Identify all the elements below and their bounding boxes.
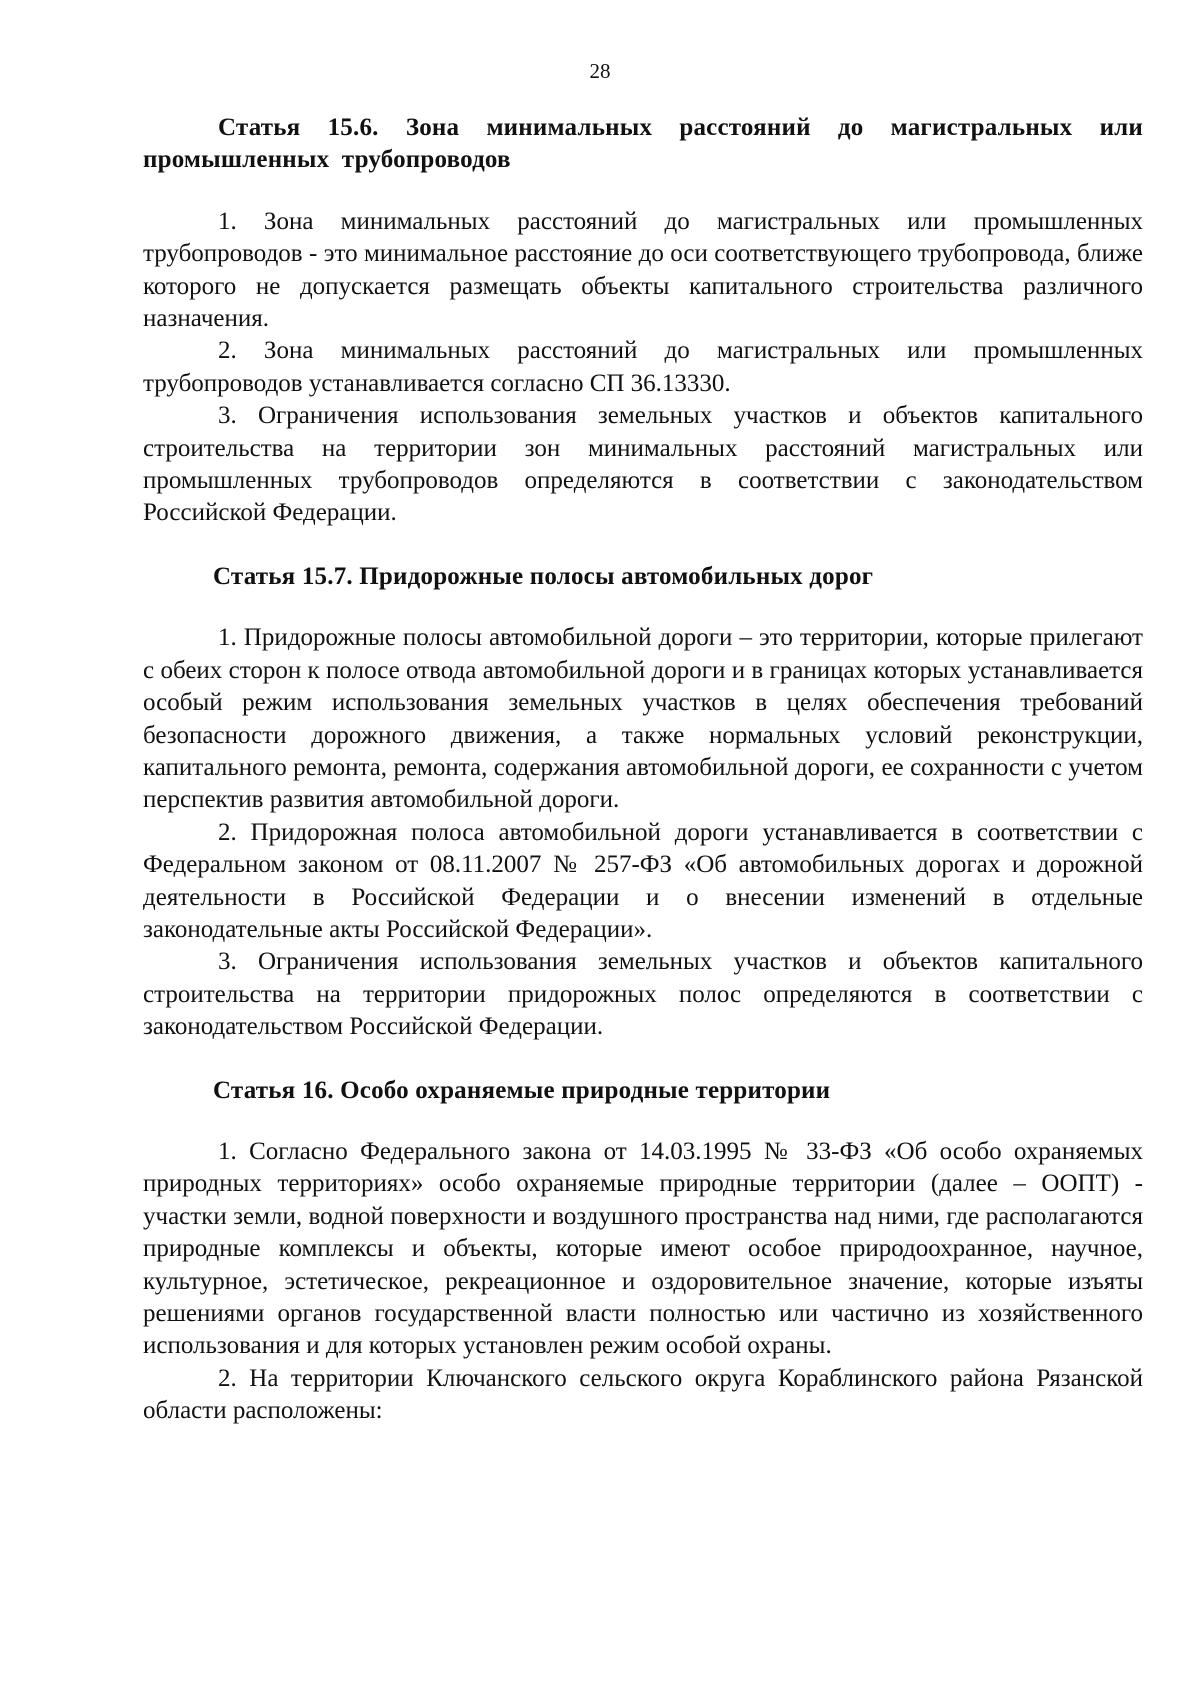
spacer — [143, 177, 1143, 206]
paragraph: 1. Зона минимальных расстояний до магистральных или промышленных трубопроводов - это минимальное расстояние до оси соответствующего трубопровода, ближе которого не допускается размещать объекты капитального строительства различного назначения. — [143, 207, 1143, 333]
spacer — [143, 593, 1143, 622]
paragraph: 2. На территории Ключанского сельского округа Кораблинского района Рязанской области расположены: — [143, 1364, 1143, 1425]
paragraph: 3. Ограничения использования земельных участков и объектов капитального строительства на территории зон минимальных расстояний магистральных или промышленных трубопроводов определяются в соответствии с законодательством Российской Федерации. — [143, 402, 1143, 527]
paragraph: 1. Согласно Федерального закона от 14.03.1995 № 33-ФЗ «Об особо охраняемых природных территориях» особо охраняемые природные территории (далее – ООПТ) - участки земли, водной поверхности и воздушного пространства над ними, где располагаются природные комплексы и объекты, которые имеют особое природоохранное, научное, культурное, эстетическое, рекреационное и оздоровительное значение, которые изъяты решениями органов государственной власти полностью или частично из хозяйственного использования и для которых установлен режим особой охраны. — [143, 1137, 1143, 1360]
paragraph: 1. Придорожные полосы автомобильной дороги – это территории, которые прилегают с обеих сторон к полосе отвода автомобильной дороги и в границах которых устанавливается особый режим использования земельных участков в целях обеспечения требований безопасности дорожного движения, а также нормальных условий реконструкции, капитального ремонта, ремонта, содержания автомобильной дороги, ее сохранности с учетом перспектив развития автомобильной дороги. — [143, 624, 1143, 814]
spacer — [143, 1107, 1143, 1136]
section-heading-16: Статья 16. Особо охраняемые природные территории — [213, 1076, 831, 1104]
paragraph: 2. Придорожная полоса автомобильной дороги устанавливается в соответствии с Федеральном законом от 08.11.2007 № 257-ФЗ «Об автомобильных дорогах и дорожной деятельности в Российской Федерации и о внесении изменений в отдельные законодательные акты Российской Федерации». — [143, 818, 1143, 943]
spacer — [143, 1044, 1143, 1075]
document-body — [143, 112, 1143, 1428]
spacer — [143, 530, 1143, 561]
paragraph: 2. Зона минимальных расстояний до магистральных или промышленных трубопроводов устанавливается согласно СП 36.13330. — [143, 337, 1143, 397]
section-heading-15-7: Статья 15.7. Придорожные полосы автомобильных дорог — [213, 562, 874, 590]
page-number: 28 — [589, 59, 611, 83]
section-heading-15-6: Статья 15.6. Зона минимальных расстояний до магистральных или промышленных трубопроводов — [143, 114, 1143, 174]
paragraph: 3. Ограничения использования земельных участков и объектов капитального строительства на территории придорожных полос определяются в соответствии с законодательством Российской Федерации. — [143, 948, 1143, 1041]
